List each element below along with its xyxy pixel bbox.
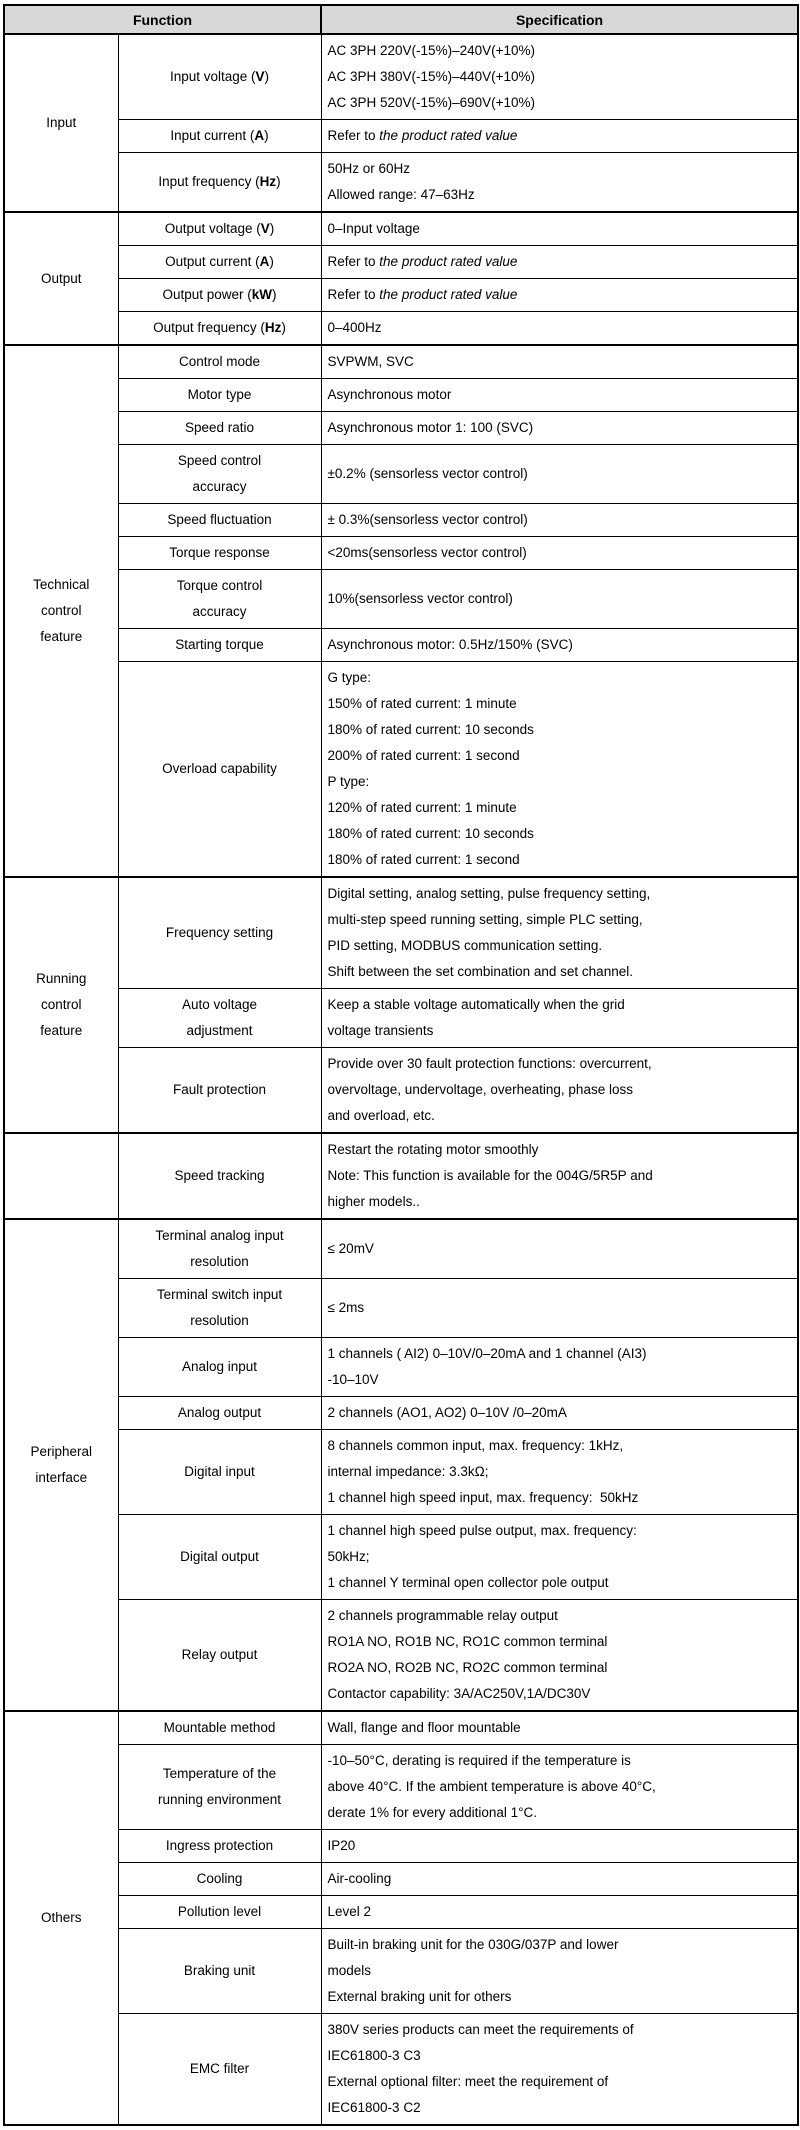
text-line: Motor type (187, 387, 252, 402)
text-line: Digital output (180, 1549, 259, 1564)
text-line: Auto voltage (181, 997, 258, 1012)
table-row (4, 1711, 798, 1745)
text-line: SVPWM, SVC (327, 354, 414, 369)
text-line: IEC61800-3 C2 (327, 2100, 421, 2115)
table-row (4, 1397, 798, 1430)
spec-cell (321, 1929, 798, 2014)
spec-cell (321, 153, 798, 213)
spec-cell (321, 34, 798, 120)
text-line: Input voltage (V) (169, 69, 270, 84)
table-row (4, 1515, 798, 1600)
text-line: 180% of rated current: 10 seconds (327, 722, 534, 737)
text-line: Terminal switch input (156, 1287, 283, 1302)
text-line: resolution (190, 1313, 249, 1328)
text-line: resolution (190, 1254, 249, 1269)
spec-cell (321, 412, 798, 445)
text-line: Shift between the set combination and set channel. (327, 964, 633, 979)
spec-cell (321, 279, 798, 312)
spec-cell (321, 504, 798, 537)
table-row (4, 2014, 798, 2126)
spec-cell (321, 212, 798, 246)
text-line: Frequency setting (165, 925, 274, 940)
table-row (4, 1048, 798, 1134)
text-line: Peripheral (30, 1444, 93, 1459)
text-line: Input (46, 115, 77, 130)
text-line: 180% of rated current: 1 second (327, 852, 520, 867)
text-line: 0–400Hz (327, 320, 382, 335)
table-row (4, 312, 798, 346)
group-label-cell (4, 877, 118, 1133)
table-row (4, 412, 798, 445)
spec-cell (321, 246, 798, 279)
text-line: Speed tracking (174, 1168, 265, 1183)
function-cell (118, 445, 321, 504)
group-label-cell (4, 345, 118, 877)
text-line: above 40°C. If the ambient temperature is above 40°C, (327, 1779, 656, 1794)
text-line: Mountable method (163, 1720, 276, 1735)
text-line: control (40, 997, 82, 1012)
table-row (4, 1219, 798, 1279)
text-line: 150% of rated current: 1 minute (327, 696, 517, 711)
text-line: Refer to the product rated value (327, 128, 518, 143)
text-line: internal impedance: 3.3kΩ; (327, 1464, 489, 1479)
function-cell (118, 153, 321, 213)
function-cell (118, 537, 321, 570)
spec-cell (321, 2014, 798, 2126)
text-line: Analog output (177, 1405, 262, 1420)
spec-cell (321, 1219, 798, 1279)
spec-cell (321, 1711, 798, 1745)
function-cell (118, 212, 321, 246)
text-line: Output current (A) (165, 254, 274, 269)
text-line: Air-cooling (327, 1871, 392, 1886)
text-line: Speed fluctuation (167, 512, 272, 527)
text-line: 120% of rated current: 1 minute (327, 800, 517, 815)
table-row (4, 1338, 798, 1397)
specification-table (3, 4, 799, 2126)
spec-cell (321, 312, 798, 346)
text-line: -10–50°C, derating is required if the temperature is (327, 1753, 631, 1768)
text-line: multi-step speed running setting, simple PLC setting, (327, 912, 643, 927)
function-cell (118, 1133, 321, 1219)
text-line: Braking unit (183, 1963, 256, 1978)
text-line: Terminal analog input (155, 1228, 284, 1243)
text-line: Allowed range: 47–63Hz (327, 187, 475, 202)
spec-cell (321, 1279, 798, 1338)
function-cell (118, 1711, 321, 1745)
function-cell (118, 1515, 321, 1600)
text-line: Note: This function is available for the 004G/5R5P and (327, 1168, 653, 1183)
text-line: Asynchronous motor (327, 387, 452, 402)
spec-cell (321, 877, 798, 989)
text-line: 8 channels common input, max. frequency: 1kHz, (327, 1438, 624, 1453)
table-row (4, 1830, 798, 1863)
text-line: feature (40, 1023, 83, 1038)
text-line: 1 channels ( AI2) 0–10V/0–20mA and 1 channel (AI3) (327, 1346, 647, 1361)
text-line: Technical (33, 577, 90, 592)
text-line: ≤ 2ms (327, 1300, 365, 1315)
text-line: accuracy (192, 479, 247, 494)
text-line: Asynchronous motor 1: 100 (SVC) (327, 420, 534, 435)
text-line: P type: (327, 774, 370, 789)
text-line: Torque control (176, 578, 263, 593)
text-line: Torque response (169, 545, 270, 560)
text-line: Refer to the product rated value (327, 254, 518, 269)
spec-cell (321, 537, 798, 570)
spec-cell (321, 1600, 798, 1712)
spec-cell (321, 662, 798, 878)
text-line: Output (40, 270, 82, 286)
text-line: derate 1% for every additional 1°C. (327, 1805, 538, 1820)
text-line: RO1A NO, RO1B NC, RO1C common terminal (327, 1634, 608, 1649)
text-line: Provide over 30 fault protection functions: overcurrent, (327, 1056, 652, 1071)
text-line: and overload, etc. (327, 1108, 435, 1123)
group-label-cell (4, 1711, 118, 2125)
table-row (4, 1430, 798, 1515)
text-line: <20ms(sensorless vector control) (327, 545, 527, 560)
table-row (4, 662, 798, 878)
spec-cell (321, 1745, 798, 1830)
function-cell (118, 2014, 321, 2126)
text-line: Digital input (184, 1464, 255, 1479)
text-line: G type: (327, 670, 372, 685)
spec-cell (321, 1397, 798, 1430)
function-cell (118, 312, 321, 346)
function-cell (118, 629, 321, 662)
spec-cell (321, 1515, 798, 1600)
text-line: 2 channels programmable relay output (327, 1608, 558, 1623)
text-line: 50Hz or 60Hz (327, 161, 411, 176)
table-row (4, 379, 798, 412)
text-line: Digital setting, analog setting, pulse frequency setting, (327, 886, 651, 901)
text-line: accuracy (192, 604, 247, 619)
text-line: control (40, 603, 82, 618)
text-line: higher models.. (327, 1194, 420, 1209)
text-line: Wall, flange and floor mountable (327, 1720, 521, 1735)
text-line: voltage transients (327, 1023, 434, 1038)
text-line: Built-in braking unit for the 030G/037P and lower (327, 1937, 619, 1952)
text-line: PID setting, MODBUS communication setting. (327, 938, 603, 953)
function-cell (118, 877, 321, 989)
table-row (4, 34, 798, 120)
table-row (4, 445, 798, 504)
text-line: Restart the rotating motor smoothly (327, 1142, 539, 1157)
function-cell (118, 1430, 321, 1515)
text-line: overvoltage, undervoltage, overheating, phase loss (327, 1082, 633, 1097)
text-line: Speed control (177, 453, 262, 468)
group-label-cell (4, 34, 118, 212)
text-line: Fault protection (172, 1082, 267, 1097)
table-row (4, 153, 798, 213)
function-cell (118, 1863, 321, 1896)
text-line: Output voltage (V) (164, 221, 275, 236)
text-line: RO2A NO, RO2B NC, RO2C common terminal (327, 1660, 608, 1675)
function-cell (118, 279, 321, 312)
function-cell (118, 504, 321, 537)
function-cell (118, 34, 321, 120)
text-line: 1 channel Y terminal open collector pole output (327, 1575, 609, 1590)
function-cell (118, 246, 321, 279)
function-cell (118, 1048, 321, 1134)
text-line: running environment (157, 1792, 282, 1807)
text-line: Contactor capability: 3A/AC250V,1A/DC30V (327, 1686, 591, 1701)
text-line: AC 3PH 520V(-15%)–690V(+10%) (327, 95, 535, 110)
text-line: Output frequency (Hz) (153, 320, 286, 335)
text-line: 2 channels (AO1, AO2) 0–10V /0–20mA (327, 1405, 567, 1420)
spec-cell (321, 1896, 798, 1929)
text-line: Input frequency (Hz) (158, 174, 281, 189)
function-cell (118, 989, 321, 1048)
function-cell (118, 1896, 321, 1929)
spec-cell (321, 445, 798, 504)
group-label-cell (4, 1133, 118, 1219)
text-line: Overload capability (162, 761, 277, 776)
table-row (4, 1600, 798, 1712)
spec-cell (321, 120, 798, 153)
spec-cell (321, 1830, 798, 1863)
function-cell (118, 1219, 321, 1279)
column-header-function: Function (4, 5, 321, 34)
spec-cell (321, 1048, 798, 1134)
text-line: 180% of rated current: 10 seconds (327, 826, 534, 841)
table-row (4, 1863, 798, 1896)
text-line: 50kHz; (327, 1549, 370, 1564)
function-cell (118, 1279, 321, 1338)
table-row (4, 212, 798, 246)
spec-table-body (4, 34, 798, 2125)
function-cell (118, 345, 321, 379)
column-header-specification: Specification (321, 5, 798, 34)
spec-cell (321, 1863, 798, 1896)
function-cell (118, 1745, 321, 1830)
text-line: AC 3PH 220V(-15%)–240V(+10%) (327, 43, 535, 58)
text-line: External optional filter: meet the requirement of (327, 2074, 609, 2089)
spec-cell (321, 379, 798, 412)
table-row (4, 345, 798, 379)
table-row (4, 120, 798, 153)
table-row (4, 537, 798, 570)
spec-cell (321, 1133, 798, 1219)
function-cell (118, 1830, 321, 1863)
text-line: Level 2 (327, 1904, 372, 1919)
text-line: 0–Input voltage (327, 221, 420, 236)
table-row (4, 246, 798, 279)
spec-cell (321, 1338, 798, 1397)
text-line: Input current (A) (170, 128, 269, 143)
table-row (4, 1133, 798, 1219)
table-row (4, 877, 798, 989)
text-line: ±0.2% (sensorless vector control) (327, 466, 528, 481)
text-line: Analog input (181, 1359, 258, 1374)
text-line: Control mode (178, 354, 261, 369)
header-row (4, 5, 798, 34)
spec-cell (321, 989, 798, 1048)
text-line: models (327, 1963, 372, 1978)
text-line: Speed ratio (184, 420, 255, 435)
spec-cell (321, 570, 798, 629)
text-line: interface (35, 1470, 88, 1485)
text-line: EMC filter (189, 2061, 250, 2076)
text-line: -10–10V (327, 1372, 379, 1387)
table-row (4, 570, 798, 629)
table-row (4, 989, 798, 1048)
text-line: Ingress protection (165, 1838, 274, 1853)
text-line: AC 3PH 380V(-15%)–440V(+10%) (327, 69, 535, 84)
spec-cell (321, 629, 798, 662)
function-cell (118, 662, 321, 878)
text-line: Starting torque (175, 637, 264, 652)
text-line: IP20 (327, 1838, 356, 1853)
text-line: Refer to the product rated value (327, 287, 518, 302)
table-row (4, 279, 798, 312)
function-cell (118, 1929, 321, 2014)
text-line: Cooling (196, 1871, 243, 1886)
text-line: Keep a stable voltage automatically when the grid (327, 997, 625, 1012)
text-line: External braking unit for others (327, 1989, 512, 2004)
function-cell (118, 570, 321, 629)
text-line: ≤ 20mV (327, 1241, 374, 1256)
function-cell (118, 412, 321, 445)
text-line: Relay output (181, 1647, 258, 1662)
text-line: ± 0.3%(sensorless vector control) (327, 512, 528, 527)
function-cell (118, 379, 321, 412)
text-line: 1 channel high speed pulse output, max. frequency: (327, 1523, 637, 1538)
function-cell (118, 1600, 321, 1712)
spec-cell (321, 1430, 798, 1515)
text-line: 1 channel high speed input, max. frequency: 50kHz (327, 1490, 639, 1505)
table-row (4, 1279, 798, 1338)
text-line: feature (40, 629, 83, 644)
text-line: 380V series products can meet the requirements of (327, 2022, 634, 2037)
function-cell (118, 1338, 321, 1397)
table-row (4, 629, 798, 662)
group-label-cell (4, 212, 118, 345)
function-cell (118, 1397, 321, 1430)
table-row (4, 1745, 798, 1830)
text-line: Temperature of the (162, 1766, 277, 1781)
text-line: IEC61800-3 C3 (327, 2048, 421, 2063)
group-label-cell (4, 1219, 118, 1711)
text-line: 200% of rated current: 1 second (327, 748, 520, 763)
table-row (4, 504, 798, 537)
text-line: Others (40, 1910, 82, 1925)
function-cell (118, 120, 321, 153)
text-line: Pollution level (177, 1904, 262, 1919)
table-row (4, 1929, 798, 2014)
spec-cell (321, 345, 798, 379)
text-line: 10%(sensorless vector control) (327, 591, 513, 606)
text-line: Asynchronous motor: 0.5Hz/150% (SVC) (327, 637, 573, 652)
text-line: Output power (kW) (162, 287, 277, 302)
text-line: adjustment (186, 1023, 253, 1038)
table-row (4, 1896, 798, 1929)
text-line: Running (36, 971, 87, 986)
